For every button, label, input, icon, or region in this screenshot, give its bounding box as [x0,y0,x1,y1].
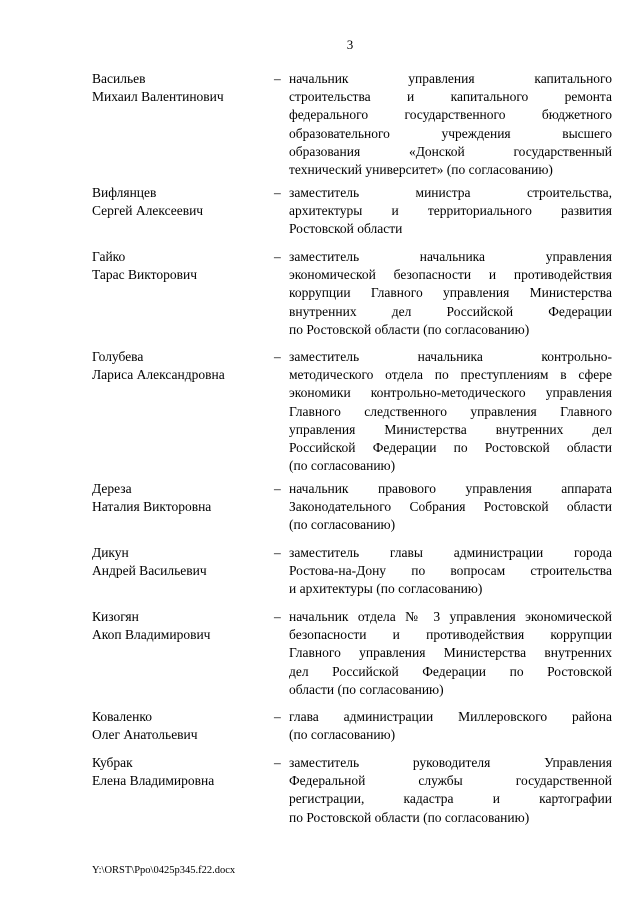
position-line: Российской Федерации по Ростовской области [289,440,612,456]
position-text [289,70,612,179]
dash: – [274,545,281,560]
given-names: Лариса Александровна [92,367,225,383]
surname: Дикун [92,545,129,560]
position-line: внутренних дел Российской Федерации [289,303,612,319]
surname: Гайко [92,249,126,264]
dash: – [274,481,281,496]
position-line: (по согласованию) [289,517,396,533]
position-text [289,348,612,475]
position-text [289,184,612,239]
position-line: технический университет» (по согласованию) [289,162,553,178]
person-name [92,544,272,580]
position-line: архитектуры и территориального развития [289,203,612,219]
position-line: начальник правового управления аппарата [289,481,612,496]
position-line: управления Министерства внутренних дел [289,421,612,437]
position-line: коррупции Главного управления Министерства [289,285,612,301]
position-line: (по согласованию) [289,458,396,474]
surname: Коваленко [92,709,152,724]
given-names: Михаил Валентинович [92,89,224,105]
surname: Вифлянцев [92,185,157,200]
given-names: Акоп Владимирович [92,627,211,643]
position-line: экономики контрольно-методического управления [289,385,612,401]
given-names: Андрей Васильевич [92,563,207,579]
given-names: Тарас Викторович [92,267,197,283]
position-line: регистрации, кадастра и картографии [289,791,612,807]
person-name [92,608,272,644]
position-text [289,754,612,827]
position-line: начальник управления капитального [289,71,612,86]
position-line: Главного следственного управления Главного [289,403,612,419]
position-line: дел Российской Федерации по Ростовской [289,663,612,679]
person-name [92,248,272,284]
position-text [289,480,612,535]
given-names: Сергей Алексеевич [92,203,204,219]
dash: – [274,709,281,724]
position-line: по Ростовской области (по согласованию) [289,809,530,825]
person-name [92,480,272,516]
dash: – [274,349,281,364]
position-text [289,608,612,699]
position-line: начальник отдела № 3 управления экономической [289,609,612,624]
position-line: по Ростовской области (по согласованию) [289,321,530,337]
position-line: Федеральной службы государственной [289,773,612,789]
position-line: образовательного учреждения высшего [289,125,612,141]
position-line: заместитель главы администрации города [289,545,612,560]
position-line: Законодательного Собрания Ростовской области [289,499,612,515]
surname: Кизогян [92,609,139,624]
position-line: строительства и капитального ремонта [289,89,612,105]
dash: – [274,71,281,86]
given-names: Елена Владимировна [92,773,215,789]
person-name [92,184,272,220]
person-name [92,70,272,106]
position-line: области (по согласованию) [289,681,444,697]
position-line: образования «Донской государственный [289,143,612,159]
footer-file-path: Y:\ORST\Ppo\0425p345.f22.docx [92,865,236,876]
position-line: заместитель начальника управления [289,249,612,264]
position-line: экономической безопасности и противодействия [289,267,612,283]
surname: Дереза [92,481,132,496]
position-line: Главного управления Министерства внутренних [289,645,612,661]
dash: – [274,249,281,264]
person-name [92,754,272,790]
position-line: и архитектуры (по согласованию) [289,581,483,597]
page-number: 3 [346,37,354,52]
position-line: методического отдела по преступлениям в сфере [289,367,612,383]
position-line: заместитель начальника контрольно- [289,349,612,364]
given-names: Олег Анатольевич [92,727,198,743]
position-text [289,544,612,599]
person-name [92,348,272,384]
dash: – [274,609,281,624]
dash: – [274,185,281,200]
position-line: заместитель руководителя Управления [289,755,612,770]
position-line: глава администрации Миллеровского района [289,709,612,724]
position-line: федерального государственного бюджетного [289,107,612,123]
position-line: Ростовской области [289,221,403,237]
position-text [289,708,612,744]
position-line: Ростова-на-Дону по вопросам строительства [289,563,612,579]
position-text [289,248,612,339]
position-line: заместитель министра строительства, [289,185,612,200]
surname: Кубрак [92,755,133,770]
surname: Васильев [92,71,146,86]
given-names: Наталия Викторовна [92,499,212,515]
position-line: безопасности и противодействия коррупции [289,627,612,643]
position-line: (по согласованию) [289,727,396,743]
dash: – [274,755,281,770]
surname: Голубева [92,349,144,364]
person-name [92,708,272,744]
